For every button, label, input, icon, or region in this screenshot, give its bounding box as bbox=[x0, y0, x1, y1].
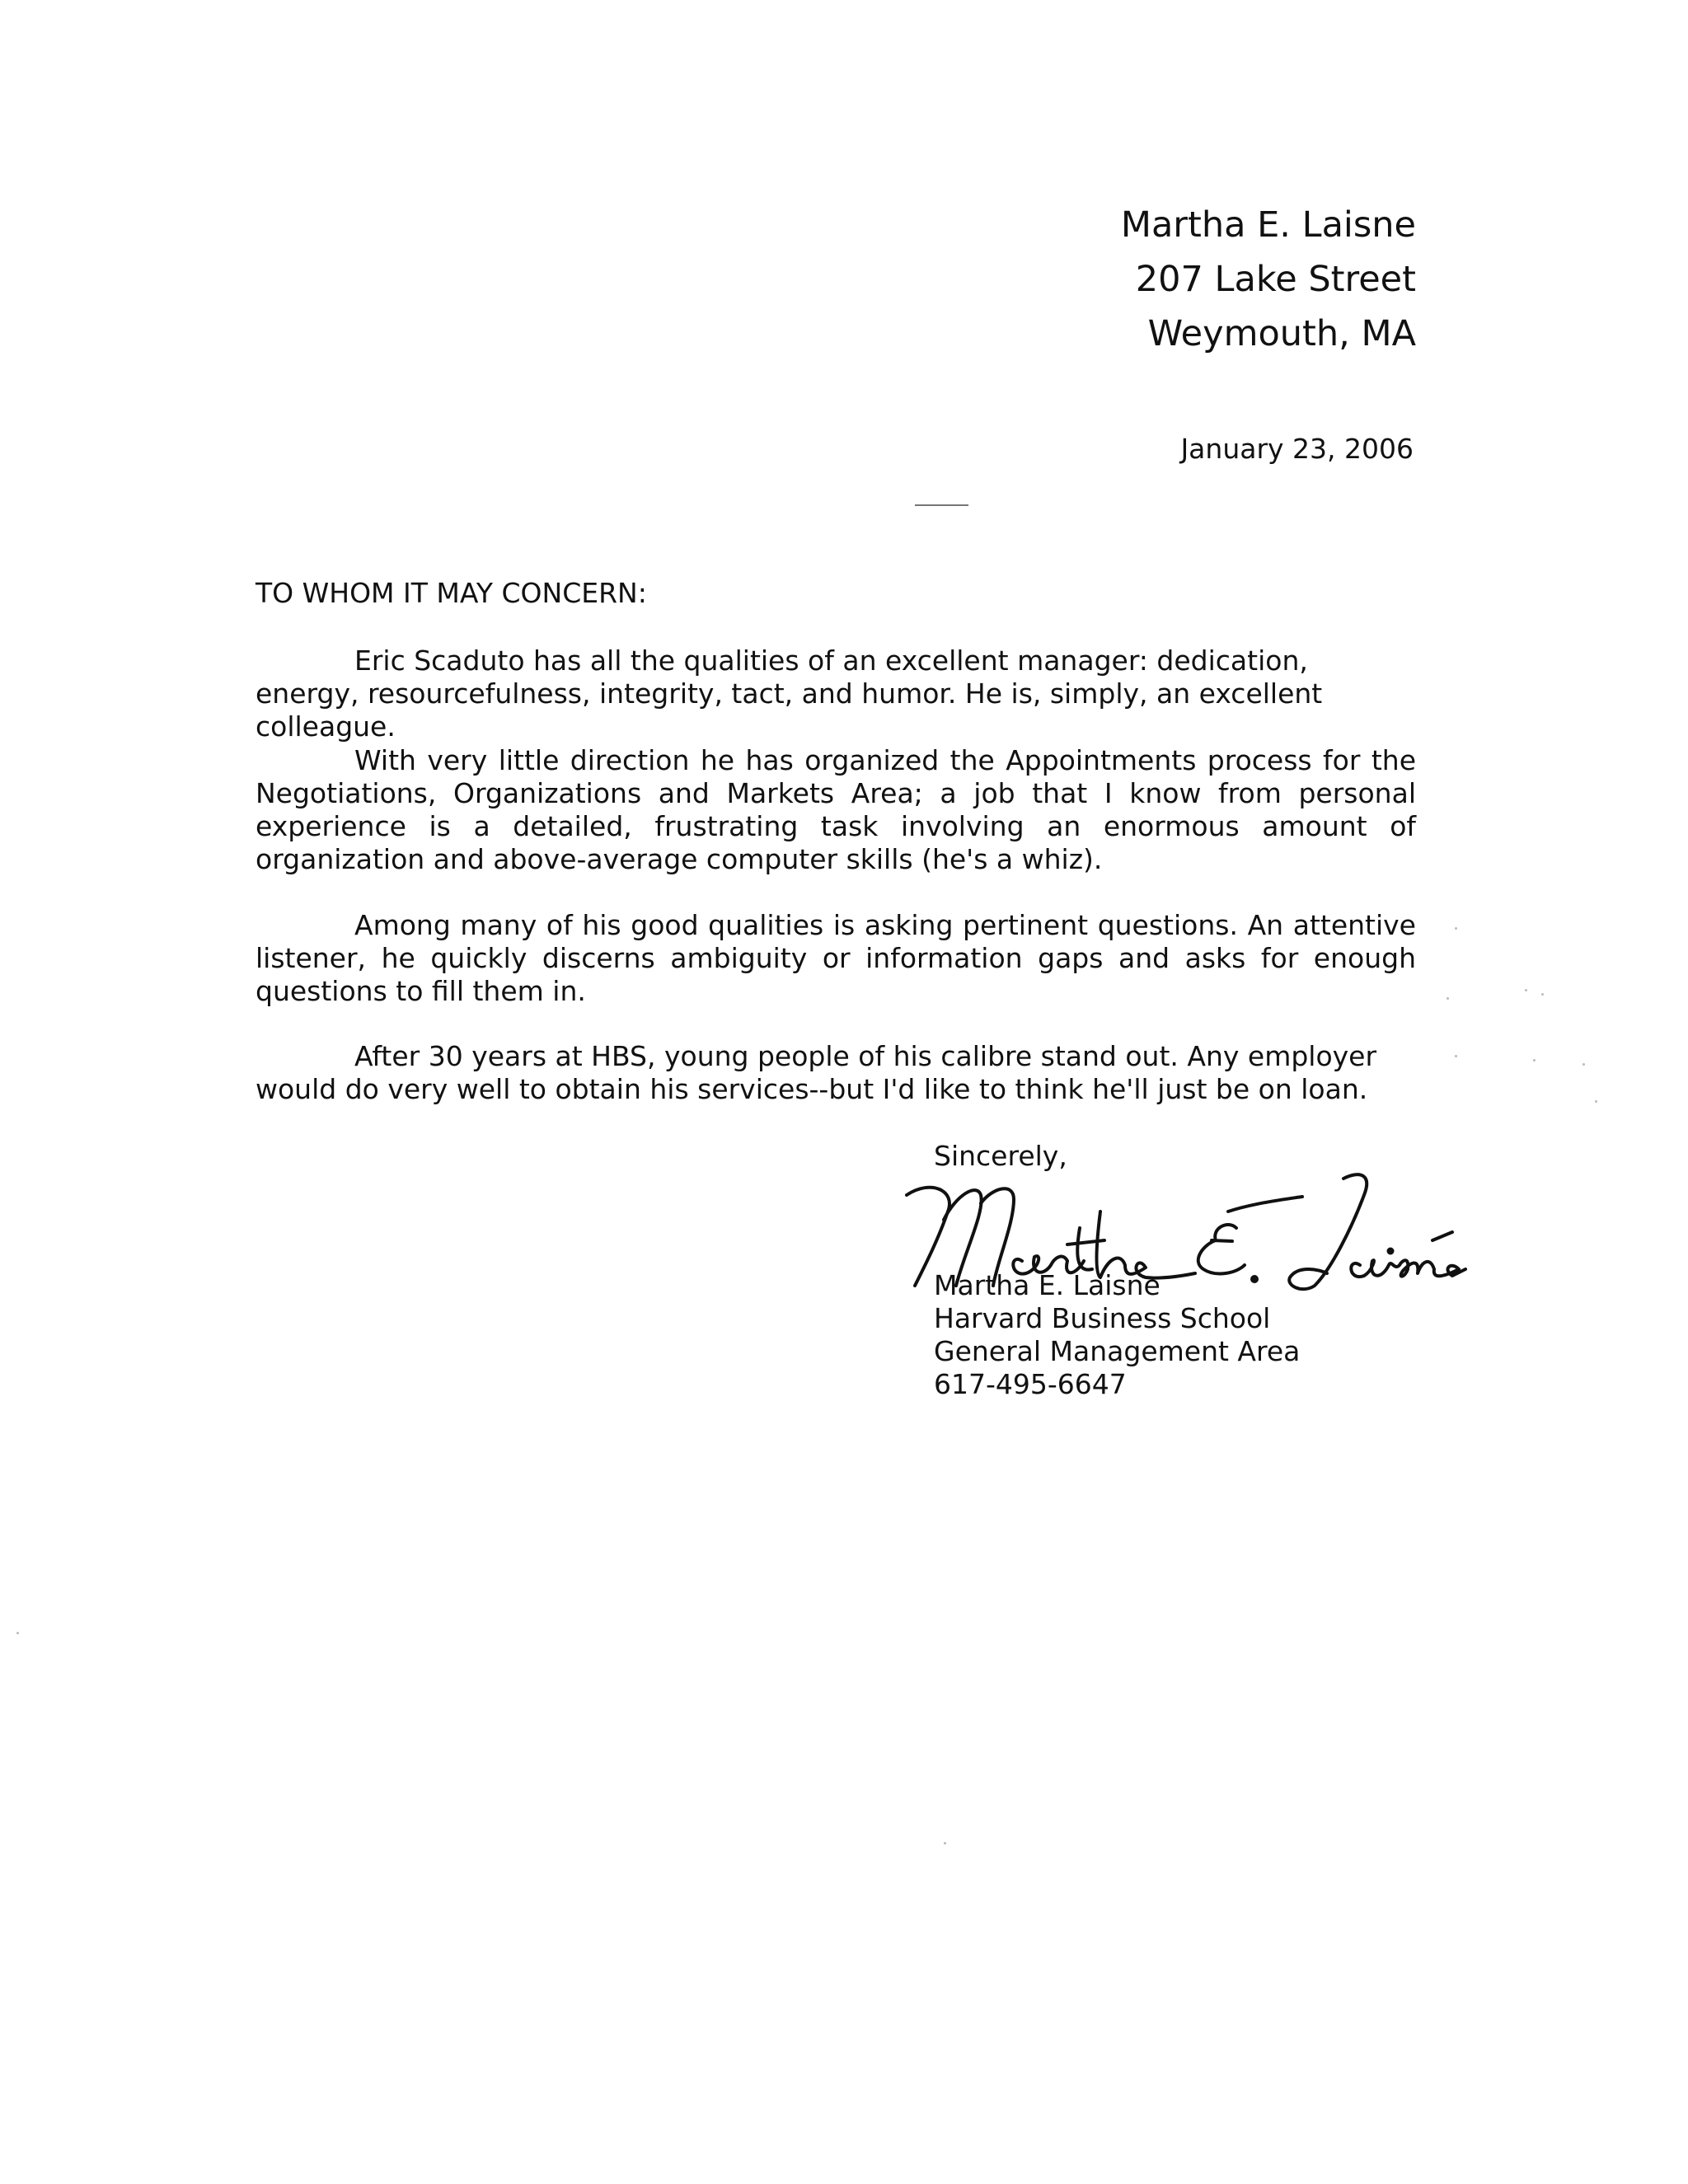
signature-block bbox=[934, 1269, 1300, 1401]
body-paragraph-4: After 30 years at HBS, young people of his calibre stand out. Any employer would do very well to obtain his services--but I'd like to think he'll just be on loan. bbox=[256, 1040, 1377, 1105]
signer-phone: 617-495-6647 bbox=[934, 1368, 1127, 1400]
sender-address bbox=[1121, 198, 1416, 361]
scan-speck bbox=[1525, 989, 1527, 991]
body-paragraph-3: Among many of his good qualities is asking pertinent questions. An attentive listener, he quickly discerns ambiguity or information gaps and asks for enough questions to fill them in. bbox=[256, 909, 1416, 1007]
body-paragraph-2: With very little direction he has organized the Appointments process for the Negotiations, Organizations and Markets Area; a job that I know from personal experience is a detailed, frustrating task involving an enormous amount of organization and above-average computer skills (he's a whiz). bbox=[256, 744, 1416, 875]
closing: Sincerely, bbox=[934, 1140, 1067, 1172]
sender-street: 207 Lake Street bbox=[1135, 259, 1416, 300]
scan-speck bbox=[1447, 997, 1449, 1000]
scan-artifact-line bbox=[915, 504, 968, 506]
signer-organization: Harvard Business School bbox=[934, 1302, 1271, 1334]
signer-name: Martha E. Laisne bbox=[934, 1269, 1160, 1301]
sender-city: Weymouth, MA bbox=[1147, 313, 1416, 354]
scan-speck bbox=[1541, 993, 1544, 996]
scan-speck bbox=[1595, 1100, 1597, 1103]
scan-speck bbox=[1455, 927, 1457, 930]
scan-speck bbox=[1582, 1063, 1585, 1066]
scan-speck bbox=[1533, 1059, 1536, 1062]
scan-speck bbox=[16, 1632, 19, 1634]
scan-speck bbox=[944, 1842, 946, 1844]
sender-name: Martha E. Laisne bbox=[1120, 204, 1416, 246]
scan-speck bbox=[1455, 1055, 1457, 1057]
letter-date: January 23, 2006 bbox=[1180, 433, 1414, 465]
signer-department: General Management Area bbox=[934, 1335, 1301, 1367]
salutation: TO WHOM IT MAY CONCERN: bbox=[256, 577, 647, 609]
body-paragraph-1: Eric Scaduto has all the qualities of an excellent manager: dedication, energy, resourcefulness, integrity, tact, and humor. He is, simply, an excellent colleague. bbox=[256, 644, 1323, 743]
